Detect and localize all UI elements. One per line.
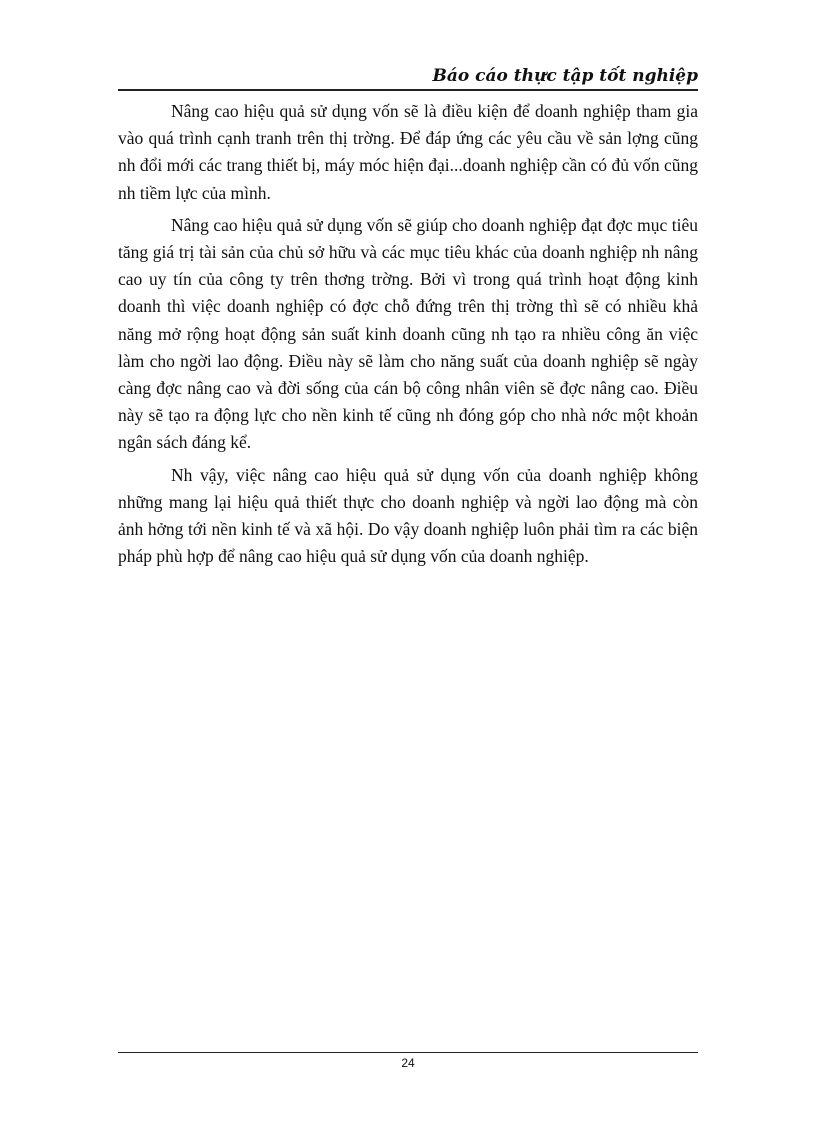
paragraph: Nâng cao hiệu quả sử dụng vốn sẽ giúp cho doanh nghiệp đạt đợc mục tiêu tăng giá trị tài sản của chủ sở hữu và các mục tiêu khác của doanh nghiệp nh nâng cao uy tín của công ty trên thơng trờng. Bởi vì trong quá trình hoạt động kinh doanh thì việc doanh nghiệp có đợc chỗ đứng trên thị trờng thì sẽ có nhiều khả năng mở rộng hoạt động sản suất kinh doanh cũng nh tạo ra nhiều công ăn việc làm cho ngời lao động. Điều này sẽ làm cho năng suất của doanh nghiệp sẽ ngày càng đợc nâng cao và đời sống của cán bộ công nhân viên sẽ đợc nâng cao. Điều này sẽ tạo ra động lực cho nền kinh tế cũng nh đóng góp cho nhà nớc một khoản ngân sách đáng kể. — [118, 214, 698, 453]
footer-divider — [118, 1052, 698, 1053]
page-number: 24 — [401, 1056, 415, 1070]
header-title: Báo cáo thực tập tốt nghiệp — [432, 66, 698, 86]
body-text — [118, 98, 698, 575]
header-divider — [118, 89, 698, 91]
paragraph: Nh vậy, việc nâng cao hiệu quả sử dụng vốn của doanh nghiệp không những mang lại hiệu quả thiết thực cho doanh nghiệp và ngời lao động mà còn ảnh hởng tới nền kinh tế và xã hội. Do vậy doanh nghiệp luôn phải tìm ra các biện pháp phù hợp để nâng cao hiệu quả sử dụng vốn của doanh nghiệp. — [118, 464, 698, 567]
paragraph: Nâng cao hiệu quả sử dụng vốn sẽ là điều kiện để doanh nghiệp tham gia vào quá trình cạnh tranh trên thị trờng. Để đáp ứng các yêu cầu về sản lợng cũng nh đổi mới các trang thiết bị, máy móc hiện đại...doanh nghiệp cần có đủ vốn cũng nh tiềm lực của mình. — [118, 101, 698, 203]
